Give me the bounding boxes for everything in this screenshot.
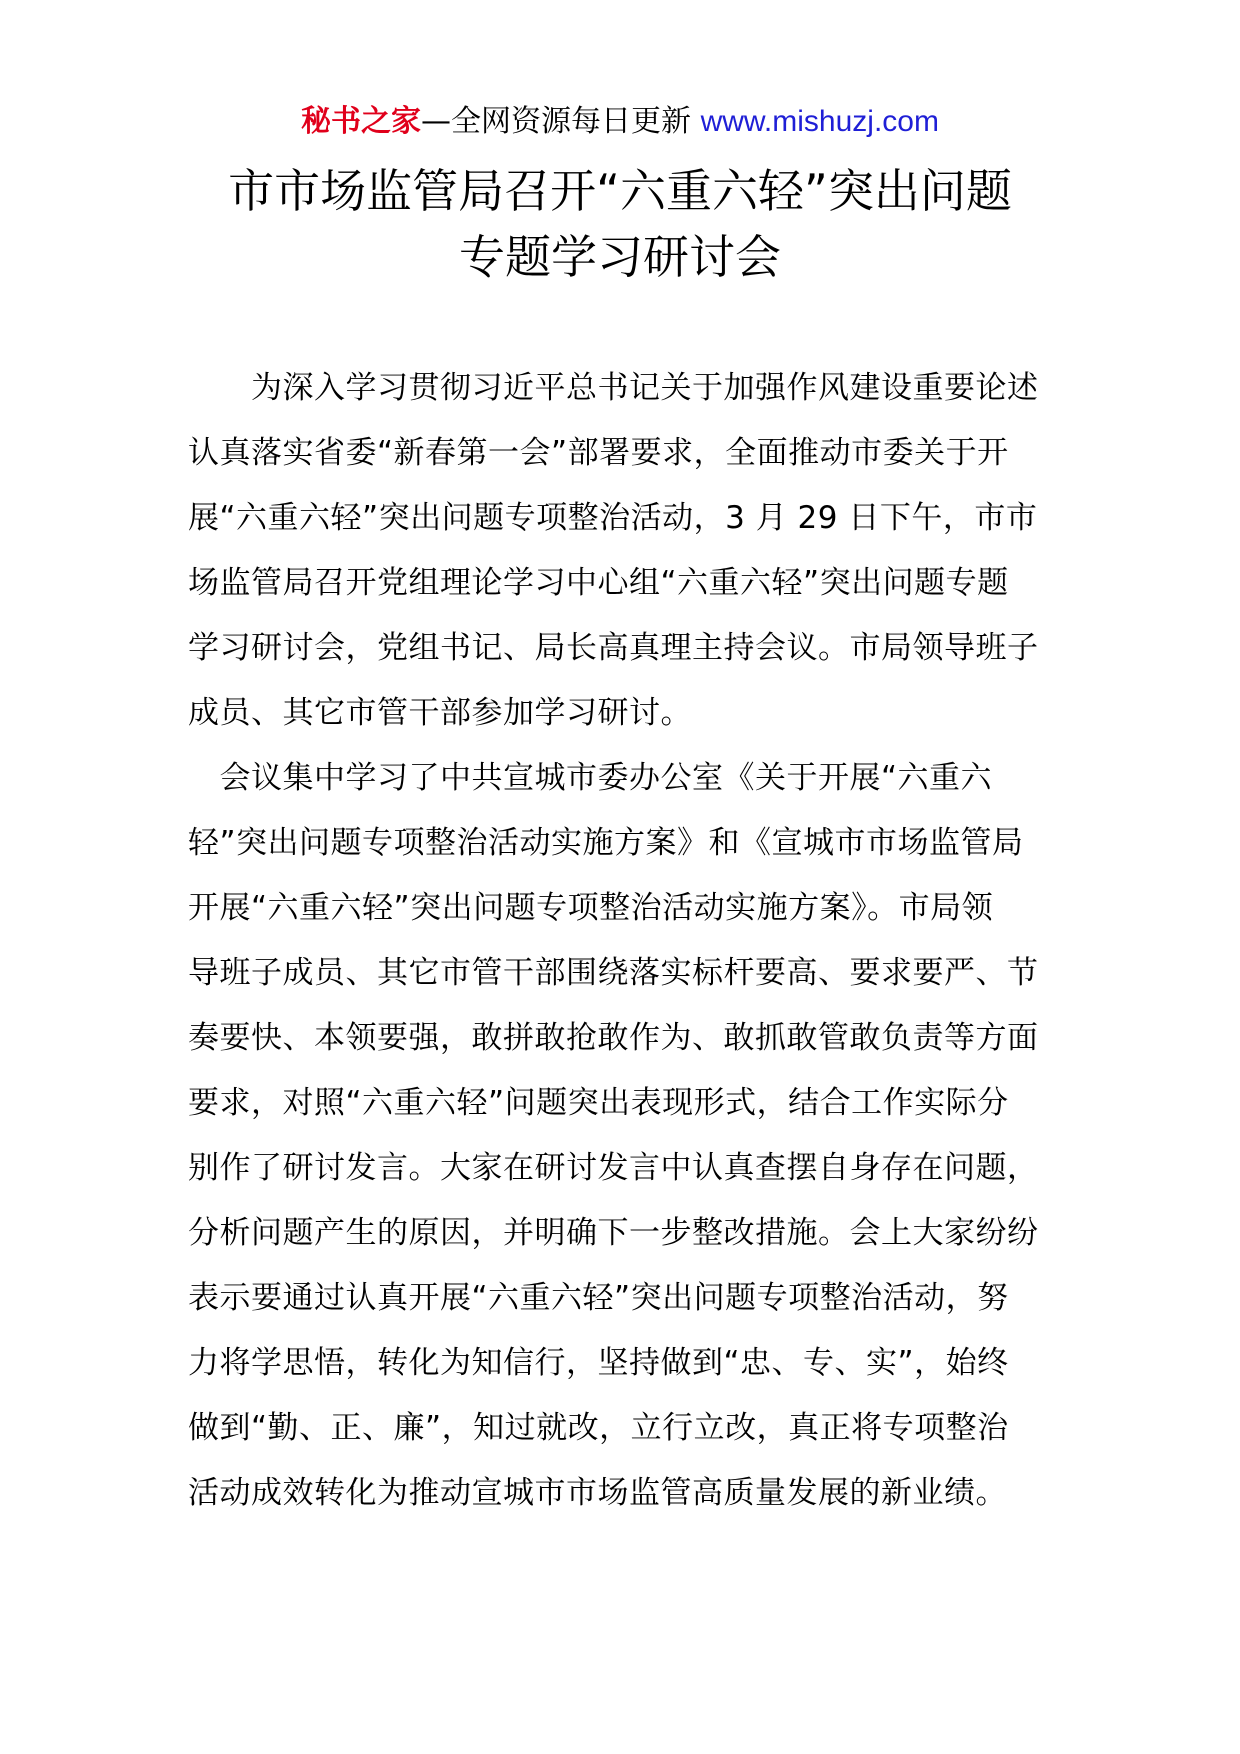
paragraph-line: 导班子成员、其它市管干部围绕落实标杆要高、要求要严、节 — [188, 955, 1039, 991]
paragraph-line: 轻”突出问题专项整治活动实施方案》和《宣城市市场监管局 — [188, 825, 1024, 861]
paragraph-line: 做到“勤、正、廉”，知过就改，立行立改，真正将专项整治 — [188, 1410, 1009, 1446]
site-url-link[interactable]: www.mishuzj.com — [700, 105, 939, 138]
title-line-2: 专题学习研讨会 — [459, 230, 781, 284]
paragraph-line: 会议集中学习了中共宣城市委办公室《关于开展“六重六 — [188, 760, 993, 796]
paragraph-line: 为深入学习贯彻习近平总书记关于加强作风建设重要论述 — [188, 370, 1039, 406]
title-line-1: 市市场监管局召开“六重六轻”突出问题 — [228, 164, 1012, 218]
paragraph-1 — [188, 356, 1064, 746]
paragraph-line: 分析问题产生的原因，并明确下一步整改措施。会上大家纷纷 — [188, 1215, 1039, 1251]
site-header — [0, 100, 1240, 144]
paragraph-line: 开展“六重六轻”突出问题专项整治活动实施方案》。市局领 — [188, 890, 994, 926]
paragraph-line: 奏要快、本领要强，敢拼敢抢敢作为、敢抓敢管敢负责等方面 — [188, 1020, 1039, 1056]
paragraph-line: 要求，对照“六重六轻”问题突出表现形式，结合工作实际分 — [188, 1085, 1009, 1121]
paragraph-line: 场监管局召开党组理论学习中心组“六重六轻”突出问题专题 — [188, 565, 1009, 601]
paragraph-line: 学习研讨会，党组书记、局长高真理主持会议。市局领导班子 — [188, 630, 1039, 666]
paragraph-line: 力将学思悟，转化为知信行，坚持做到“忠、专、实”，始终 — [188, 1345, 1009, 1381]
document-title — [150, 158, 1090, 290]
brand-name: 秘书之家 — [301, 104, 422, 139]
paragraph-line: 表示要通过认真开展“六重六轻”突出问题专项整治活动，努 — [188, 1280, 1009, 1316]
header-tagline: —全网资源每日更新 — [421, 104, 692, 139]
paragraph-line: 别作了研讨发言。大家在研讨发言中认真查摆自身存在问题， — [188, 1150, 1039, 1186]
paragraph-line: 活动成效转化为推动宣城市市场监管高质量发展的新业绩。 — [188, 1475, 1007, 1511]
paragraph-2 — [188, 746, 1064, 1526]
paragraph-line: 认真落实省委“新春第一会”部署要求，全面推动市委关于开 — [188, 435, 1009, 471]
paragraph-line: 成员、其它市管干部参加学习研讨。 — [188, 695, 692, 731]
article-body — [188, 356, 1064, 1526]
paragraph-line: 展“六重六轻”突出问题专项整治活动，3 月 29 日下午，市市 — [188, 500, 1038, 536]
